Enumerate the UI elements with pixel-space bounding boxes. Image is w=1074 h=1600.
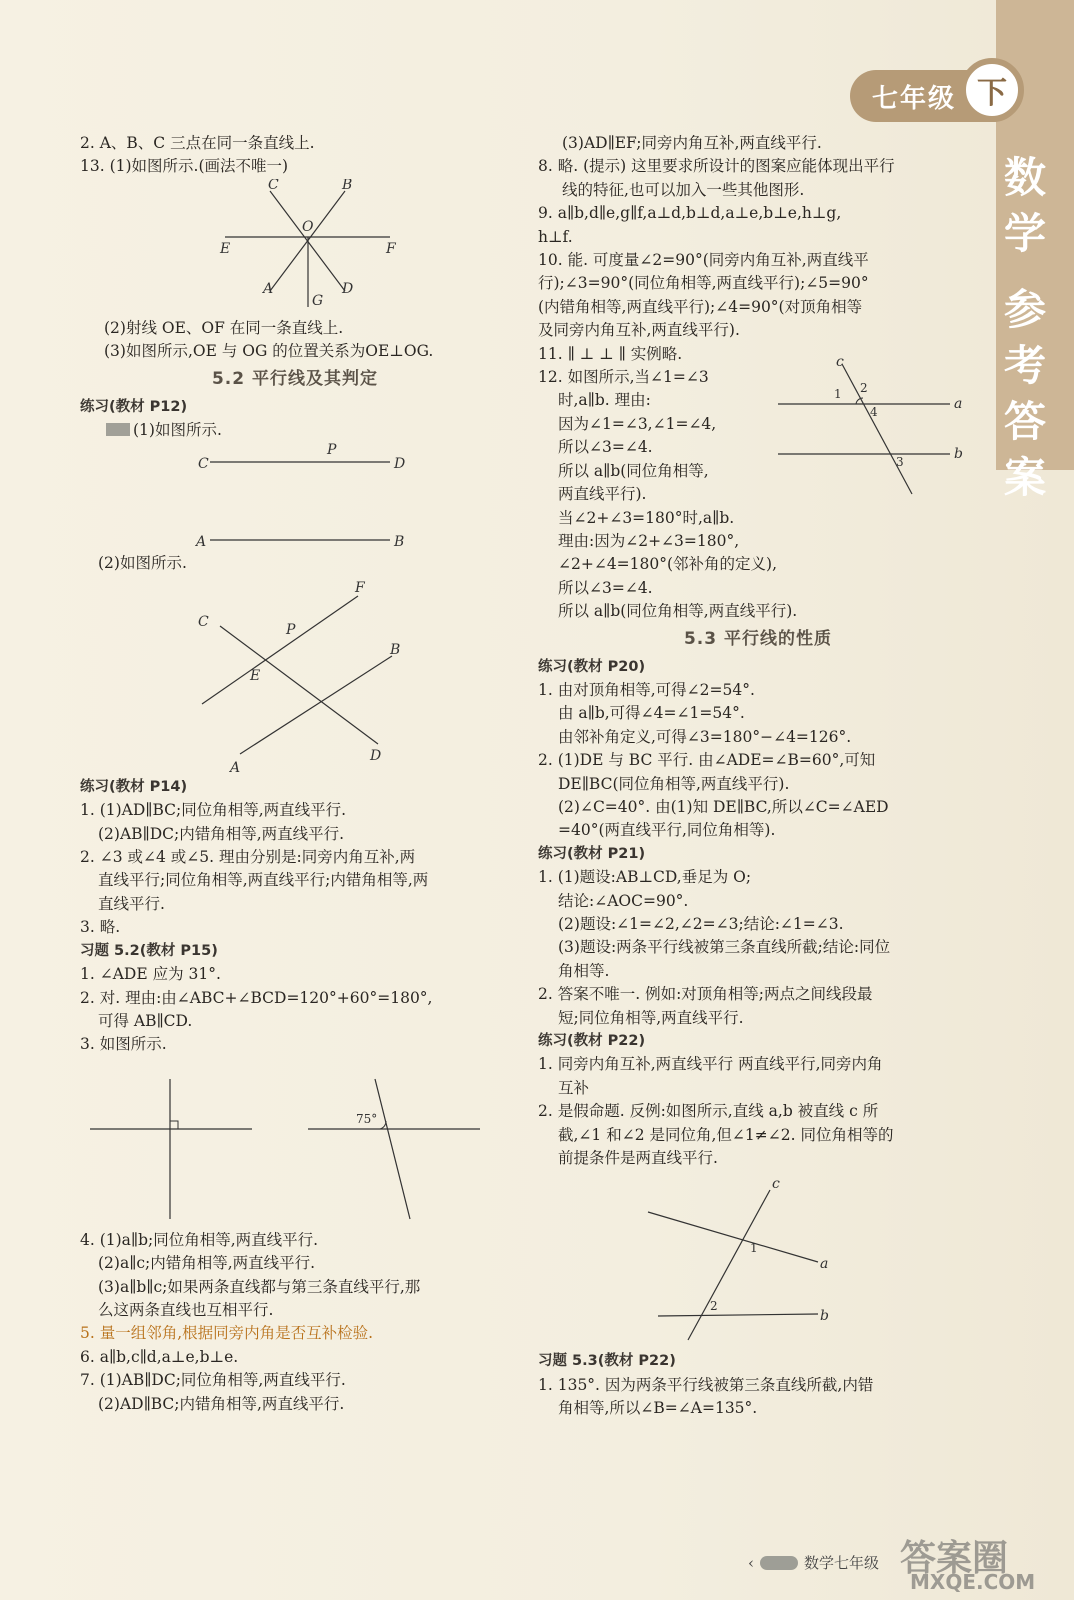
- answer-line: h⊥f.: [538, 227, 573, 246]
- answer-line: 2. 是假命题. 反例:如图所示,直线 a,b 被直线 c 所: [538, 1102, 879, 1121]
- answer-line: 及同旁内角互补,两直线平行).: [538, 321, 740, 340]
- side-tab-title: 数 学 参 考 答 案: [1003, 153, 1046, 502]
- answer-line: 8. 略. (提示) 这里要求所设计的图案应能体现出平行: [538, 157, 895, 176]
- chevron-left-icon: ‹: [748, 1553, 754, 1572]
- left-column: [80, 132, 510, 1416]
- answer-line: 2. 答案不唯一. 例如:对顶角相等;两点之间线段最: [538, 985, 873, 1004]
- svg-text:B: B: [394, 534, 405, 551]
- svg-text:C: C: [198, 613, 209, 630]
- answer-line: 1. (1)题设:AB⊥CD,垂足为 O;: [538, 868, 752, 887]
- answer-line: (2)AB∥DC;内错角相等,两直线平行.: [98, 824, 345, 843]
- answer-line: 由邻补角定义,可得∠3=180°−∠4=126°.: [558, 727, 852, 746]
- answer-line: (3)题设:两条平行线被第三条直线所截;结论:同位: [558, 938, 891, 957]
- answer-line: 10. 能. 可度量∠2=90°(同旁内角互补,两直线平: [538, 251, 869, 270]
- svg-text:E: E: [220, 240, 231, 257]
- svg-text:F: F: [355, 579, 365, 596]
- answer-line: 6. a∥b,c∥d,a⊥e,b⊥e.: [80, 1347, 239, 1366]
- grade-badge: 七年级: [850, 70, 1020, 122]
- figure-crossing-lines: [80, 576, 510, 776]
- right-column: [538, 132, 978, 1421]
- answer-line: 3. 略.: [80, 918, 121, 937]
- svg-text:D: D: [370, 747, 382, 764]
- answer-line: 12. 如图所示,当∠1=∠3: [538, 368, 709, 387]
- svg-text:c: c: [836, 354, 844, 371]
- svg-text:D: D: [342, 280, 354, 297]
- figure-perpendicular-and-75: [80, 1057, 510, 1229]
- svg-text:A: A: [263, 280, 274, 297]
- figure-q12: [770, 354, 970, 504]
- answer-line: 可得 AB∥CD.: [98, 1011, 193, 1030]
- svg-text:2: 2: [710, 1299, 718, 1314]
- answer-line: 11. ∥ ⊥ ⊥ ∥ 实例略.: [538, 344, 683, 363]
- answer-line: 行);∠3=90°(同位角相等,两直线平行);∠5=90°: [538, 274, 869, 293]
- answer-line: 1. (1)AD∥BC;同位角相等,两直线平行.: [80, 801, 347, 820]
- answer-line: 由 a∥b,可得∠4=∠1=54°.: [558, 704, 745, 723]
- svg-text:b: b: [954, 446, 963, 463]
- figure-counterexample: [538, 1170, 978, 1350]
- exercise-heading: 习题 5.3(教材 P22): [538, 1353, 676, 1370]
- svg-text:A: A: [196, 534, 207, 551]
- svg-text:3: 3: [896, 455, 904, 470]
- exercise-heading: 练习(教材 P20): [538, 658, 646, 675]
- series-badge: [760, 1556, 798, 1570]
- svg-text:1: 1: [750, 1241, 758, 1256]
- answer-line: (2)如图所示.: [98, 554, 187, 573]
- answer-line: 9. a∥b,d∥e,g∥f,a⊥d,b⊥d,a⊥e,b⊥e,h⊥g,: [538, 204, 842, 223]
- exercise-heading: 练习(教材 P12): [80, 398, 188, 415]
- answer-line: 1. ∠ADE 应为 31°.: [80, 965, 221, 984]
- section-heading: 5.3 平行线的性质: [683, 628, 833, 649]
- svg-text:4: 4: [870, 405, 878, 420]
- answer-line: 2. ∠3 或∠4 或∠5. 理由分别是:同旁内角互补,两: [80, 848, 416, 867]
- answer-line: 角相等,所以∠B=∠A=135°.: [558, 1399, 758, 1418]
- svg-text:1: 1: [834, 387, 842, 402]
- answer-line: (3)a∥b∥c;如果两条直线都与第三条直线平行,那: [98, 1277, 421, 1296]
- watermark-logo: 答案圈 MXQE.COM: [900, 1538, 1036, 1594]
- answer-line: 当∠2+∠3=180°时,a∥b.: [558, 508, 735, 527]
- svg-text:P: P: [286, 621, 296, 638]
- answer-line: =40°(两直线平行,同位角相等).: [558, 821, 776, 840]
- answer-line: 7. (1)AB∥DC;同位角相等,两直线平行.: [80, 1371, 346, 1390]
- q12-block: [538, 354, 978, 506]
- svg-text:B: B: [342, 178, 353, 193]
- answer-line: 所以∠3=∠4.: [558, 438, 653, 457]
- answer-line: 所以 a∥b(同位角相等,两直线平行).: [558, 602, 798, 621]
- svg-text:A: A: [230, 759, 241, 776]
- answer-line: 直线平行;同位角相等,两直线平行;内错角相等,两: [98, 871, 429, 890]
- section-heading: 5.2 平行线及其判定: [211, 368, 379, 389]
- answer-line: 因为∠1=∠3,∠1=∠4,: [558, 414, 717, 433]
- answer-line: (2)题设:∠1=∠2,∠2=∠3;结论:∠1=∠3.: [558, 915, 844, 933]
- svg-text:b: b: [820, 1308, 829, 1325]
- answer-line: 时,a∥b. 理由:: [558, 391, 651, 410]
- svg-text:O: O: [302, 218, 314, 235]
- answer-line: (3)AD∥EF;同旁内角互补,两直线平行.: [562, 134, 822, 152]
- answer-line: 前提条件是两直线平行.: [558, 1149, 718, 1168]
- answer-line: 么这两条直线也互相平行.: [98, 1300, 274, 1319]
- answer-line: 1. 同旁内角互补,两直线平行 两直线平行,同旁内角: [538, 1055, 883, 1074]
- svg-text:D: D: [394, 456, 406, 473]
- answer-line: 2. 对. 理由:由∠ABC+∠BCD=120°+60°=180°,: [80, 988, 433, 1007]
- exercise-heading: 练习(教材 P14): [80, 778, 188, 795]
- svg-text:75°: 75°: [356, 1111, 378, 1126]
- answer-line: (2)AD∥BC;内错角相等,两直线平行.: [98, 1394, 345, 1413]
- svg-text:C: C: [268, 178, 279, 193]
- answer-line: 截,∠1 和∠2 是同位角,但∠1≠∠2. 同位角相等的: [558, 1125, 894, 1144]
- exercise-heading: 练习(教材 P22): [538, 1033, 646, 1050]
- answer-line: 1. 135°. 因为两条平行线被第三条直线所截,内错: [538, 1375, 874, 1394]
- svg-text:a: a: [820, 1256, 829, 1273]
- answer-line: 所以∠3=∠4.: [558, 578, 653, 597]
- answer-line: 线的特征,也可以加入一些其他图形.: [562, 180, 805, 199]
- answer-line: 结论:∠AOC=90°.: [558, 891, 689, 910]
- svg-text:a: a: [954, 396, 963, 413]
- svg-text:B: B: [390, 641, 401, 658]
- answer-line: (2)∠C=40°. 由(1)知 DE∥BC,所以∠C=∠AED: [558, 797, 889, 816]
- answer-line: 直线平行.: [98, 894, 165, 913]
- answer-line: DE∥BC(同位角相等,两直线平行).: [558, 774, 790, 793]
- answer-line: 4. (1)a∥b;同位角相等,两直线平行.: [80, 1230, 319, 1249]
- figure-parallel-cd-ab: [80, 442, 510, 552]
- answer-line: 2. (1)DE 与 BC 平行. 由∠ADE=∠B=60°,可知: [538, 751, 876, 770]
- exercise-heading: 练习(教材 P21): [538, 845, 646, 862]
- answer-line: 角相等.: [558, 961, 610, 980]
- answer-line: (内错角相等,两直线平行);∠4=90°(对顶角相等: [538, 297, 863, 316]
- svg-text:P: P: [327, 442, 337, 459]
- svg-text:G: G: [312, 292, 324, 309]
- volume-badge: 下: [960, 58, 1024, 122]
- svg-text:2: 2: [860, 381, 868, 396]
- exercise-heading: 习题 5.2(教材 P15): [80, 942, 218, 959]
- answer-line: 两直线平行).: [558, 485, 647, 504]
- answer-line: 2. A、B、C 三点在同一条直线上.: [80, 134, 315, 152]
- answer-line: 3. 如图所示.: [80, 1035, 167, 1054]
- svg-text:F: F: [386, 240, 396, 257]
- answer-line: (2)射线 OE、OF 在同一条直线上.: [104, 318, 344, 337]
- answer-line: (1)如图所示.: [80, 419, 510, 442]
- figure-rays-o: [80, 179, 510, 317]
- answer-line: 短;同位角相等,两直线平行.: [558, 1008, 744, 1027]
- answer-line: (3)如图所示,OE 与 OG 的位置关系为OE⊥OG.: [104, 342, 434, 361]
- page-footer: ‹ 数学七年级: [748, 1553, 880, 1572]
- svg-text:c: c: [772, 1176, 780, 1193]
- answer-line: 5. 量一组邻角,根据同旁内角是否互补检验.: [80, 1324, 374, 1343]
- svg-text:C: C: [198, 456, 209, 473]
- answer-line: 13. (1)如图所示.(画法不唯一): [80, 157, 289, 176]
- answer-line: ∠2+∠4=180°(邻补角的定义),: [558, 555, 778, 574]
- answer-line: 互补: [558, 1078, 590, 1097]
- answer-line: 所以 a∥b(同位角相等,: [558, 461, 709, 480]
- answer-line: 1. 由对顶角相等,可得∠2=54°.: [538, 680, 755, 699]
- svg-text:E: E: [250, 667, 261, 684]
- answer-line: (2)a∥c;内错角相等,两直线平行.: [98, 1254, 316, 1273]
- answer-line: 理由:因为∠2+∠3=180°,: [558, 531, 740, 550]
